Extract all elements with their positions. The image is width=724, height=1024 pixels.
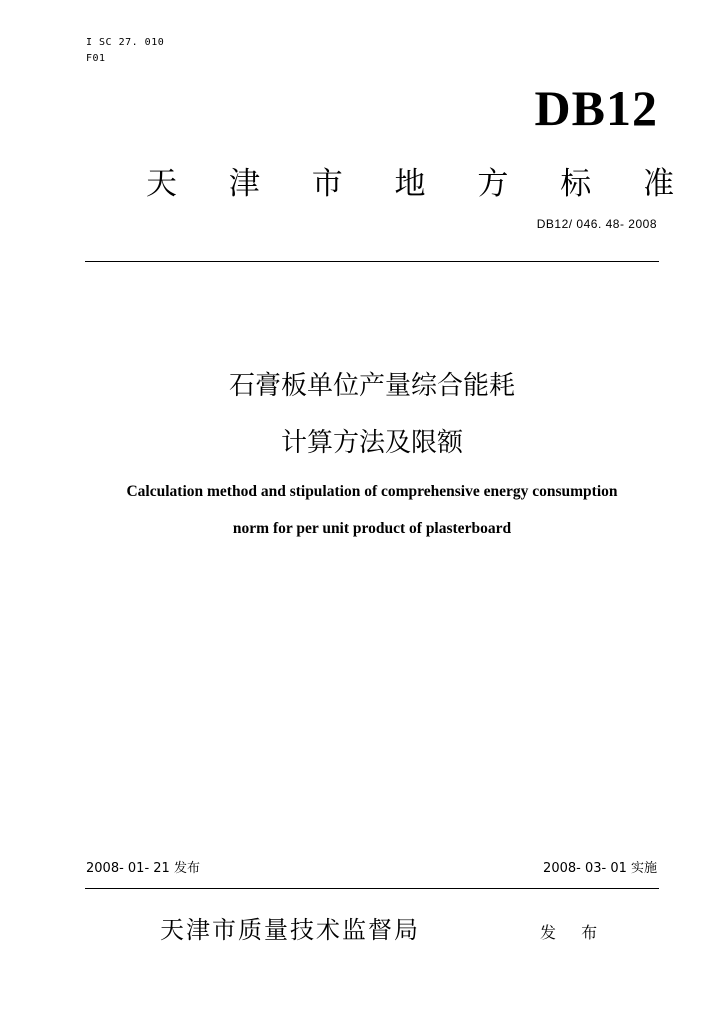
issue-date: 2008- 01- 21 发布	[86, 861, 200, 876]
top-divider	[85, 261, 659, 262]
ics-code: I SC 27. 010	[86, 37, 165, 48]
issuer-name: 天津市质量技术监督局	[160, 916, 420, 944]
db-mark: DB12	[534, 80, 658, 136]
document-title-en-line2: norm for per unit product of plasterboard	[232, 520, 512, 537]
implementation-date: 2008- 03- 01 实施	[543, 861, 657, 876]
issuer-suffix: 发 布	[540, 923, 608, 942]
category-code: F01	[86, 53, 106, 64]
standard-number: DB12/ 046. 48- 2008	[536, 217, 657, 231]
bottom-divider	[85, 888, 659, 889]
document-title-cn-line1: 石膏板单位产量综合能耗	[228, 371, 515, 401]
classification-codes	[86, 35, 164, 67]
document-title-cn-line2: 计算方法及限额	[280, 428, 463, 458]
standard-title: 天 津 市 地 方 标 准	[146, 166, 696, 202]
document-title-en-line1: Calculation method and stipulation of comprehensive energy consumption	[126, 483, 618, 500]
